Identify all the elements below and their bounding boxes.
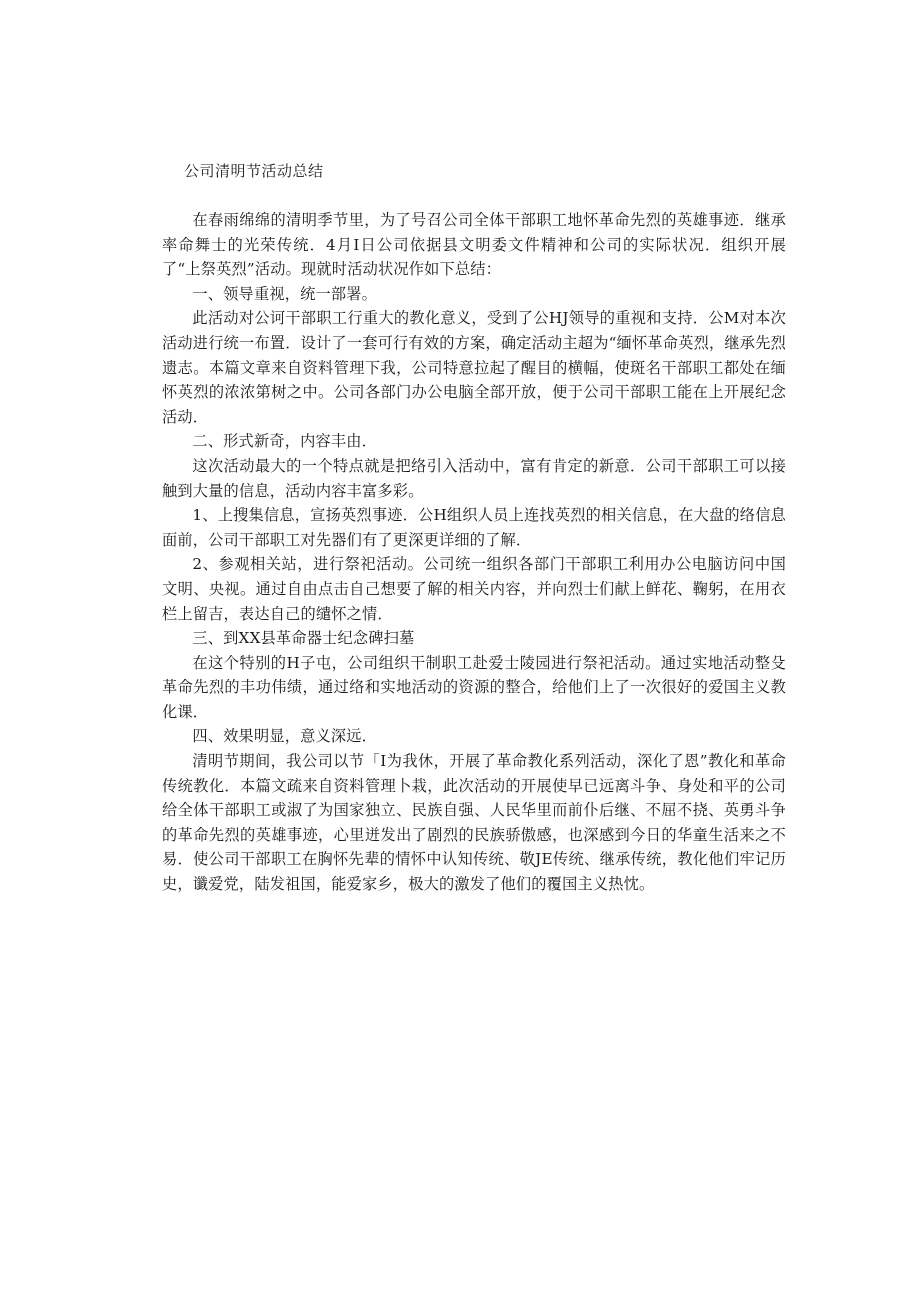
heading-section-2: 二、形式新奇，内容丰由． xyxy=(192,432,378,451)
paragraph-section-4: 清明节期间，我公司以节「I为我休，开展了革命教化系列活动，深化了恩”教化和革命传统教化．本篇文疏来自资料管理卜栽，此次活动的开展使早已远离斗争、身处和平的公司给全体干部职工或淑了为国家独立、民族自强、人民华里而前仆后继、不屈不挠、英勇斗争的革命先烈的英雄事迹，心里迸发出了剧烈的民族骄傲感，也深感到今日的华童生活来之不易．使公司干部职工在胸怀先辈的情怀中认知传统、敬JE传统、继承传统，教化他们牢记历史，谶爱党，陆发祖国，能爱家乡，极大的激发了他们的覆国主义热忱。 xyxy=(162,752,786,894)
heading-section-1: 一、领导重视，统一部署。 xyxy=(192,284,378,303)
heading-section-3: 三、到XX县革命器士纪念碑扫墓 xyxy=(192,629,415,648)
document-body xyxy=(162,208,786,897)
paragraph-section-1: 此活动对公诃干部职工行重大的教化意义，受到了公HJ领导的重视和支持．公M对本次活动进行统一布置．设计了一套可行有效的方案，确定活动主超为“缅怀革命英烈，继承先烈遗志。本篇文章来自资料管理下我，公司特意拉起了醒目的横幅，使斑名干部职工都处在缅怀英烈的浓浓第树之中。公司各部门办公电脑全部开放，便于公司干部职工能在上开展纪念活动． xyxy=(162,309,786,426)
paragraph-section-2-item-2: 2、参观相关站，进行祭祀活动。公司统一组织各部门干部职工利用办公电脑访问中国文明、央视。通过自由点击自己想要了解的相关内容，并向烈士们献上鲜花、鞠躬，在用衣栏上留吉，表达自己的缱怀之情． xyxy=(162,555,786,623)
document-title: 公司清明节活动总结 xyxy=(184,162,324,180)
heading-section-4: 四、效果明显，意义深远． xyxy=(192,727,378,746)
paragraph-intro: 在春雨绵绵的清明季节里，为了号召公司全体干部职工地怀革命先烈的英雄事迹．继承率命舞士的光荣传统．4月I日公司依据县文明委文件精神和公司的实际状况．组织开展了“上祭英烈”活动。现就时活动状况作如下总结： xyxy=(162,211,786,279)
paragraph-section-2: 这次活动最大的一个特点就是把络引入活动中，富有肯定的新意．公司干部职工可以接触到大量的信息，活动内容丰富多彩。 xyxy=(162,456,786,500)
paragraph-section-3: 在这个特别的H子屯，公司组织干制职工赴爱士陵园进行祭祀活动。通过实地活动整殳革命先烈的丰功伟绩，通过络和实地活动的资源的整合，给他们上了一次很好的爱国主义教化课． xyxy=(162,653,786,721)
paragraph-section-2-item-1: 1、上搜集信息，宣扬英烈事迹．公H组织人员上连找英烈的相关信息，在大盘的络信息面前，公司干部职工对先器们有了更深更详细的了解． xyxy=(162,506,786,549)
